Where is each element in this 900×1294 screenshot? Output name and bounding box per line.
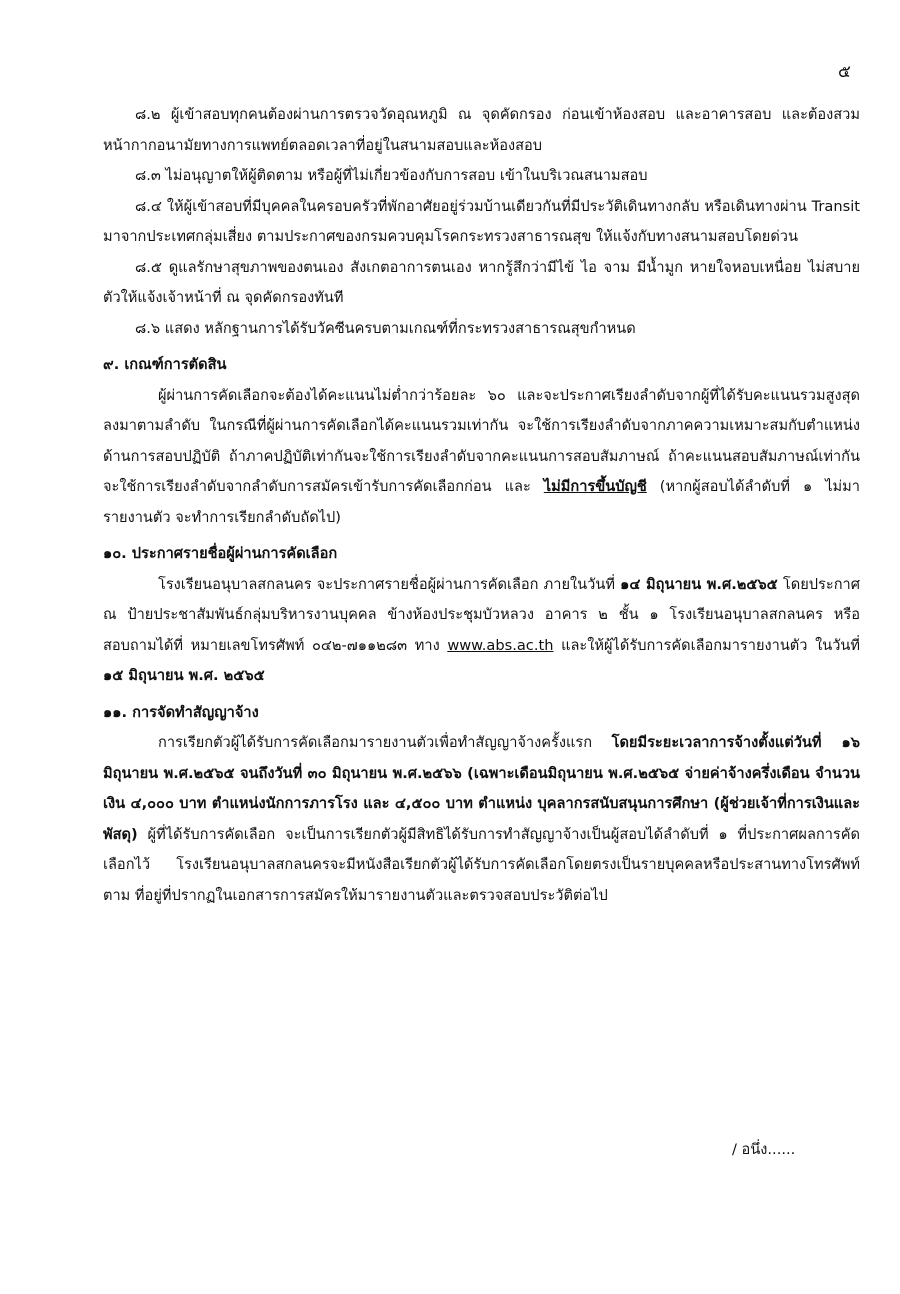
section-10-heading: ๑๐. ประกาศรายชื่อผู้ผ่านการคัดเลือก [103,545,338,562]
section-9-body [103,381,860,534]
continuation-marker: / อนึ่ง...... [732,1141,796,1158]
no-waitlist-emphasis: ไม่มีการขึ้นบัญชี [543,478,647,495]
section-11-text-1: การเรียกตัวผู้ได้รับการคัดเลือกมารายงานตัวเพื่อทำสัญญาจ้างครั้งแรก [158,734,612,751]
employment-period: โดยมีระยะเวลาการจ้างตั้งแต่วันที่ ๑๖ มิถุนายน พ.ศ.๒๕๖๕ จนถึงวันที่ ๓๐ มิถุนายน พ.ศ.๒๕๖๖ (เฉพาะเดือนมิถุนายน พ.ศ.๒๕๖๕ จ่ายค่าจ้างครึ่งเดือน จำนวนเงิน ๔,๐๐๐ บาท ตำแหน่งนักการภารโรง และ ๔,๕๐๐ บาท ตำแหน่ง บุคลากรสนับสนุนการศึกษา (ผู้ช่วยเจ้าที่การเงินและพัสดุ) [103,734,860,843]
section-10-text-1: โรงเรียนอนุบาลสกลนคร จะประกาศรายชื่อผู้ผ่านการคัดเลือก ภายในวันที่ [158,575,621,593]
section-9-tail: (หากผู้สอบได้ลำดับที่ ๑ ไม่มารายงานตัว จะทำการเรียกลำดับถัดไป) [103,478,860,526]
document-body [103,100,860,911]
section-9-heading: ๙. เกณฑ์การตัดสิน [103,356,227,373]
section-11-text-2: ผู้ที่ได้รับการคัดเลือก จะเป็นการเรียกตัวผู้มีสิทธิได้รับการทำสัญญาจ้างเป็นผู้สอบได้ลำดับที่ ๑ ที่ประกาศผลการคัดเลือกไว้ โรงเรียนอนุบาลสกลนครจะมีหนังสือเรียกตัวผู้ได้รับการคัดเลือกโดยตรงเป็นรายบุคคลหรือประสานทางโทรศัพท์ตาม ที่อยู่ที่ปรากฏในเอกสารการสมัครให้มารายงานตัวและตรวจสอบประวัติต่อไป [103,825,860,904]
section-9-text: ผู้ผ่านการคัดเลือกจะต้องได้คะแนนไม่ต่ำกว่าร้อยละ ๖๐ และจะประกาศเรียงลำดับจากผู้ที่ได้รับคะแนนรวมสูงสุดลงมาตามลำดับ ในกรณีที่ผู้ผ่านการคัดเลือกได้คะแนนรวมเท่ากัน จะใช้การเรียงลำดับจากภาคความเหมาะสมกับตำแหน่งด้านการสอบปฏิบัติ ถ้าภาคปฏิบัติเท่ากันจะใช้การเรียงลำดับจากคะแนนการสอบสัมภาษณ์ ถ้าคะแนนสอบสัมภาษณ์เท่ากันจะใช้การเรียงลำดับจากลำดับการสมัครเข้ารับการคัดเลือกก่อน และ [103,386,860,495]
announcement-date: ๑๔ มิถุนายน พ.ศ.๒๕๖๕ [620,575,778,593]
website-link[interactable]: www.abs.ac.th [447,636,554,654]
section-10-text-3: และให้ผู้ได้รับการคัดเลือกมารายงานตัว ในวันที่ [553,636,860,654]
section-11-heading: ๑๑. การจัดทำสัญญาจ้าง [103,703,259,721]
item-8-3: ๘.๓ ไม่อนุญาตให้ผู้ติดตาม หรือผู้ที่ไม่เกี่ยวข้องกับการสอบ เข้าในบริเวณสนามสอบ [135,167,648,184]
item-8-6: ๘.๖ แสดง หลักฐานการได้รับวัคซีนครบตามเกณฑ์ที่กระทรวงสาธารณสุขกำหนด [135,319,636,337]
section-10-text-2: โดยประกาศ ณ ป้ายประชาสัมพันธ์กลุ่มบริหารงานบุคคล ข้างห้องประชุมบัวหลวง อาคาร ๒ ชั้น ๑ โรงเรียนอนุบาลสกลนคร หรือสอบถามได้ที่ หมายเลขโทรศัพท์ ๐๔๒-๗๑๑๒๘๓ ทาง [103,575,860,654]
item-8-5: ๘.๕ ดูแลรักษาสุขภาพของตนเอง สังเกตอาการตนเอง หากรู้สึกว่ามีไข้ ไอ จาม มีน้ำมูก หายใจหอบเหนื่อย ไม่สบายตัวให้แจ้งเจ้าหน้าที่ ณ จุดคัดกรองทันที [103,258,860,306]
section-10-body [103,570,860,692]
item-8-2: ๘.๒ ผู้เข้าสอบทุกคนต้องผ่านการตรวจวัดอุณหภูมิ ณ จุดคัดกรอง ก่อนเข้าห้องสอบ และอาคารสอบ และต้องสวมหน้ากากอนามัยทางการแพทย์ตลอดเวลาที่อยู่ในสนามสอบและห้องสอบ [103,106,860,154]
page-number: ๕ [838,62,851,82]
item-8-4: ๘.๔ ให้ผู้เข้าสอบที่มีบุคคลในครอบครัวที่พักอาศัยอยู่ร่วมบ้านเดียวกันที่มีประวัติเดินทางกลับ หรือเดินทางผ่าน Transit มาจากประเทศกลุ่มเสี่ยง ตามประกาศของกรมควบคุมโรคกระทรวงสาธารณสุข ให้แจ้งกับทางสนามสอบโดยด่วน [103,197,860,245]
section-11-body [103,728,860,911]
report-date: ๑๕ มิถุนายน พ.ศ. ๒๕๖๕ [103,667,265,684]
